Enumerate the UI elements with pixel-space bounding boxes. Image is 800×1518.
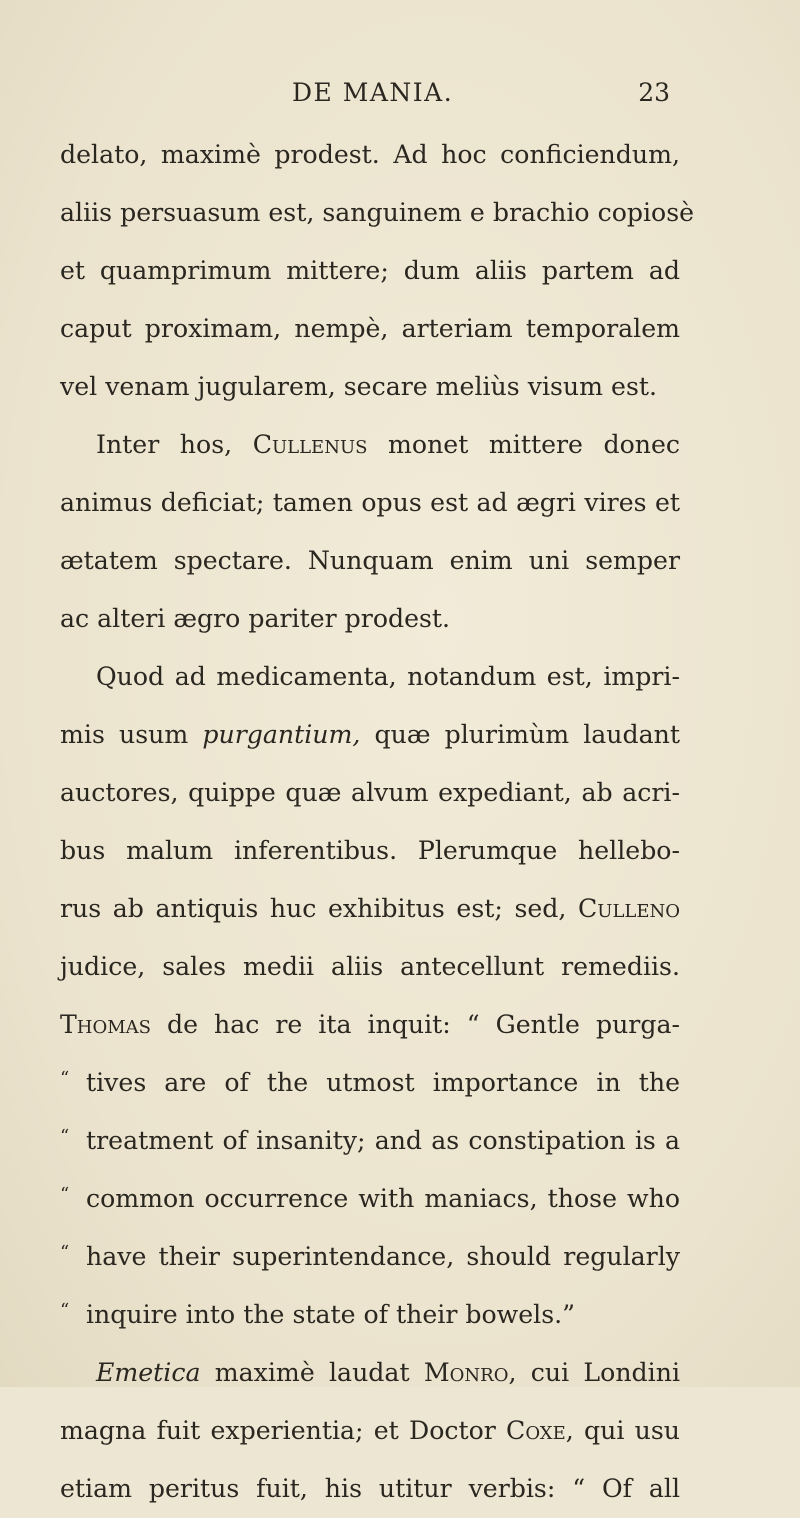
author-name: Coxe, <box>506 1416 574 1445</box>
quote-line <box>60 1228 680 1286</box>
running-title: DE MANIA. <box>292 78 454 107</box>
text-segment: cui Londini <box>516 1358 681 1387</box>
italic-term: purgantium, <box>202 720 361 749</box>
text-segment: rus ab antiquis huc exhibitus est; sed, <box>60 894 578 923</box>
text-segment: qui usu <box>573 1416 680 1445</box>
text-line: ac alteri ægro pariter prodest. <box>60 604 451 633</box>
quote-mark: “ <box>60 1184 70 1205</box>
text-segment: Inter hos, <box>96 430 253 459</box>
text-line: et quamprimum mittere; dum aliis partem ad <box>60 256 680 285</box>
text-line: bus malum inferentibus. Plerumque hellebo- <box>60 836 680 865</box>
text-line: auctores, quippe quæ alvum expediant, ab acri- <box>60 778 680 807</box>
text-segment: magna fuit experientia; et Doctor <box>60 1416 507 1445</box>
text-line: judice, sales medii aliis antecellunt remediis. <box>60 952 680 981</box>
text-segment: mis usum <box>60 720 203 749</box>
text-segment: tives are of the utmost importance in the <box>86 1068 680 1097</box>
text-line: aliis persuasum est, sanguinem e brachio copiosè <box>60 198 695 227</box>
text-segment: monet mittere donec <box>367 430 681 459</box>
text-line <box>60 416 680 474</box>
text-line: delato, maximè prodest. Ad hoc conficiendum, <box>60 140 680 169</box>
text-line <box>60 1402 680 1460</box>
author-name: Monro, <box>423 1358 517 1387</box>
quote-mark: “ <box>60 1300 70 1321</box>
text-segment: common occurrence with maniacs, those who <box>86 1184 680 1213</box>
text-line: caput proximam, nempè, arteriam temporalem <box>60 314 680 343</box>
text-segment: de hac re ita inquit: “ Gentle purga- <box>151 1010 680 1039</box>
author-name: Cullenus <box>252 430 368 459</box>
quote-mark: “ <box>60 1126 70 1147</box>
text-line: vel venam jugularem, secare meliùs visum est. <box>60 372 657 401</box>
text-line: ætatem spectare. Nunquam enim uni semper <box>60 546 680 575</box>
text-segment: treatment of insanity; and as constipation is a <box>86 1126 680 1155</box>
text-segment: maximè laudat <box>200 1358 424 1387</box>
quote-line <box>60 1170 680 1228</box>
text-segment: quæ plurimùm laudant <box>360 720 680 749</box>
body-text <box>60 126 695 1518</box>
quote-line <box>60 1286 680 1344</box>
text-line <box>60 880 680 938</box>
running-header <box>60 78 670 114</box>
quote-line <box>60 1054 680 1112</box>
page-number: 23 <box>638 78 670 107</box>
text-line <box>60 706 680 764</box>
quote-line <box>60 1112 680 1170</box>
text-line: Quod ad medicamenta, notandum est, impri- <box>96 662 680 691</box>
quote-mark: “ <box>60 1068 70 1089</box>
text-line <box>60 1344 680 1402</box>
quote-mark: “ <box>60 1242 70 1263</box>
text-line: etiam peritus fuit, his utitur verbis: “ Of all <box>60 1474 680 1503</box>
author-name: Culleno <box>578 894 680 923</box>
text-line <box>60 996 680 1054</box>
text-segment: inquire into the state of their bowels.” <box>86 1300 576 1329</box>
author-name: Thomas <box>60 1010 152 1039</box>
text-segment: have their superintendance, should regularly <box>86 1242 680 1271</box>
italic-term: Emetica <box>96 1358 201 1387</box>
text-line: animus deficiat; tamen opus est ad ægri vires et <box>60 488 680 517</box>
